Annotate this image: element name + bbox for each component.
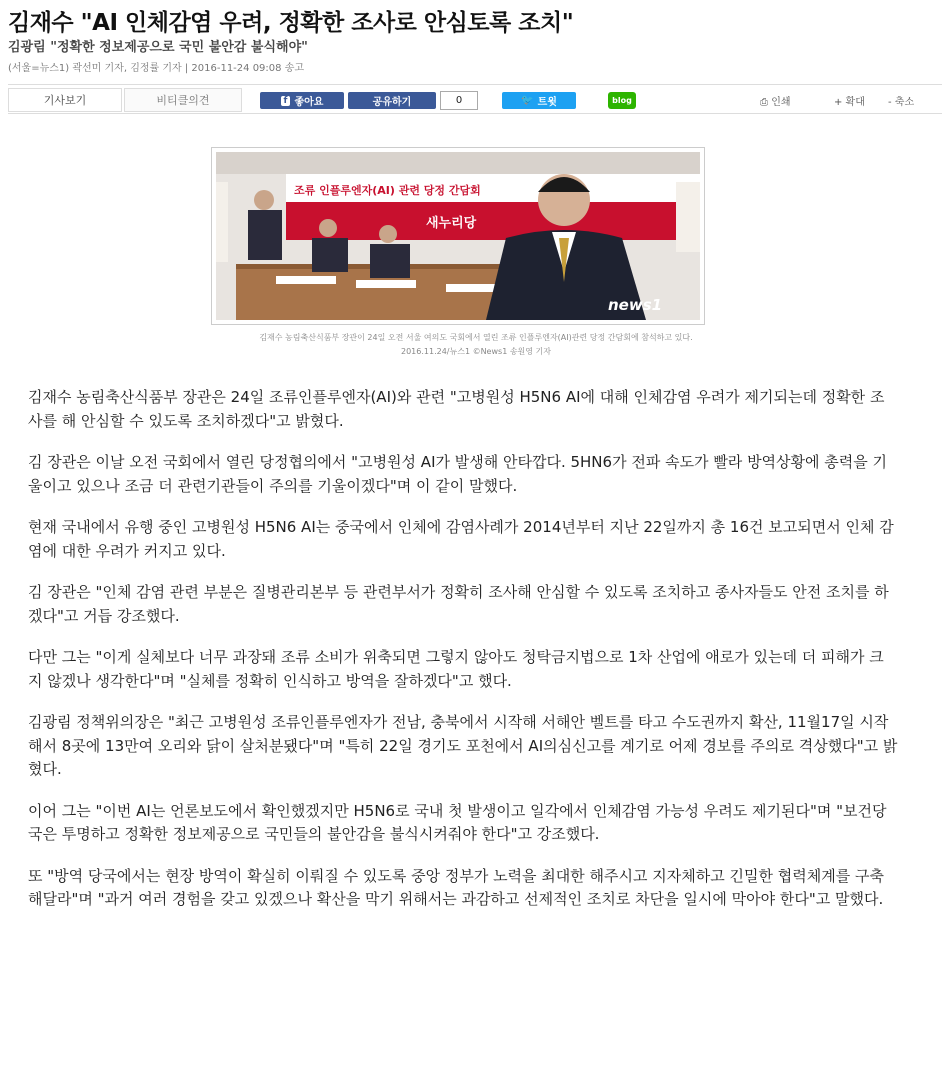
- facebook-like-label: 좋아요: [294, 97, 324, 108]
- blog-share-button[interactable]: [608, 92, 636, 109]
- article-paragraph: 현재 국내에서 유행 중인 고병원성 H5N6 AI는 중국에서 인체에 감염사례가 2014년부터 지난 22일까지 총 16건 보고되면서 인체 감염에 대한 우려가 커지고 있다.: [28, 518, 894, 560]
- zoom-out-button[interactable]: [888, 93, 914, 108]
- share-count: 0: [440, 91, 478, 110]
- tab-article-view[interactable]: 기사보기: [8, 88, 122, 112]
- article-toolbar: [8, 84, 942, 114]
- article-subheadline: 김광림 "정확한 정보제공으로 국민 불안감 불식해야": [8, 40, 308, 55]
- article-paragraph: 또 "방역 당국에서는 현장 방역이 확실히 이뤄질 수 있도록 중앙 정부가 노력을 최대한 해주시고 지자체하고 긴밀한 협력체계를 구축해달라"며 "과거 여러 경험을 갖고 있겠으나 확산을 막기 위해서는 과감하고 선제적인 조치로 차단을 일시에 막아야 한다"고 말했다.: [28, 866, 884, 908]
- print-label: 인쇄: [771, 97, 791, 108]
- article-photo: [216, 152, 700, 320]
- meeting-photo-illustration: [216, 152, 700, 320]
- article-byline: (서울=뉴스1) 곽선미 기자, 김정률 기자 | 2016-11-24 09:08 송고: [8, 63, 305, 74]
- zoom-in-button[interactable]: [834, 93, 865, 108]
- banner-text: 조류 인플루엔자(AI) 관련 당정 간담회: [294, 184, 481, 197]
- zoom-in-label: + 확대: [834, 97, 865, 108]
- print-button[interactable]: [760, 93, 791, 108]
- tweet-label: 트윗: [537, 97, 557, 108]
- photo-caption: 김재수 농림축산식품부 장관이 24일 오전 서울 여의도 국회에서 열린 조류 인플루엔자(AI)관련 당정 간담회에 참석하고 있다.: [259, 333, 693, 342]
- news1-watermark: news1: [608, 296, 663, 314]
- facebook-icon: f: [281, 96, 291, 106]
- facebook-like-button[interactable]: [260, 92, 344, 109]
- blog-label: blog: [612, 96, 632, 105]
- article-photo-frame: [211, 147, 705, 325]
- printer-icon: ⎙: [760, 97, 768, 108]
- article-body: [28, 386, 898, 930]
- facebook-share-button[interactable]: [348, 92, 436, 109]
- article-paragraph: 김 장관은 이날 오전 국회에서 열린 당정협의에서 "고병원성 AI가 발생해 안타깝다. 5HN6가 전파 속도가 빨라 방역상황에 총력을 기울이고 있으나 조금 더 관련기관들이 주의를 기울이겠다"며 이 같이 말했다.: [28, 453, 888, 495]
- tab-comments[interactable]: 비티클의견: [124, 88, 242, 112]
- article-paragraph: 김 장관은 "인체 감염 관련 부분은 질병관리본부 등 관련부서가 정확히 조사해 안심할 수 있도록 조치하고 종사자들도 안전 조치를 하겠다"고 거듭 강조했다.: [28, 583, 889, 625]
- article-paragraph: 다만 그는 "이게 실체보다 너무 과장돼 조류 소비가 위축되면 그렇지 않아도 청탁금지법으로 1차 산업에 애로가 있는데 더 피해가 크지 않겠나 생각한다"며 "실체를 정확히 인식하고 방역을 잘하겠다"고 했다.: [28, 648, 884, 690]
- zoom-out-label: - 축소: [888, 97, 915, 108]
- article-paragraph: 김재수 농림축산식품부 장관은 24일 조류인플루엔자(AI)와 관련 "고병원성 H5N6 AI에 대해 인체감염 우려가 제기되는데 정확한 조사를 해 안심할 수 있도록 조치하겠다"고 밝혔다.: [28, 388, 885, 430]
- twitter-bird-icon: 🐦: [521, 95, 534, 106]
- party-text: 새누리당: [426, 216, 477, 231]
- share-label: 공유하기: [372, 97, 412, 108]
- photo-credit: 2016.11.24/뉴스1 ©News1 송원영 기자: [400, 347, 552, 356]
- tweet-button[interactable]: [502, 92, 576, 109]
- article-headline: 김재수 "AI 인체감염 우려, 정확한 조사로 안심토록 조치": [8, 10, 574, 36]
- article-paragraph: 이어 그는 "이번 AI는 언론보도에서 확인했겠지만 H5N6로 국내 첫 발생이고 일각에서 인체감염 가능성 우려도 제기된다"며 "보건당국은 투명하고 정확한 정보제공으로 국민들의 불안감을 불식시켜줘야 한다"고 강조했다.: [28, 801, 887, 843]
- article-paragraph: 김광림 정책위의장은 "최근 고병원성 조류인플루엔자가 전남, 충북에서 시작해 서해안 벨트를 타고 수도권까지 확산, 11월17일 시작해서 8곳에 13만여 오리와 닭이 살처분됐다"며 "특히 22일 경기도 포천에서 AI의심신고를 계기로 어제 경보를 주의로 격상했다"고 밝혔다.: [28, 713, 898, 778]
